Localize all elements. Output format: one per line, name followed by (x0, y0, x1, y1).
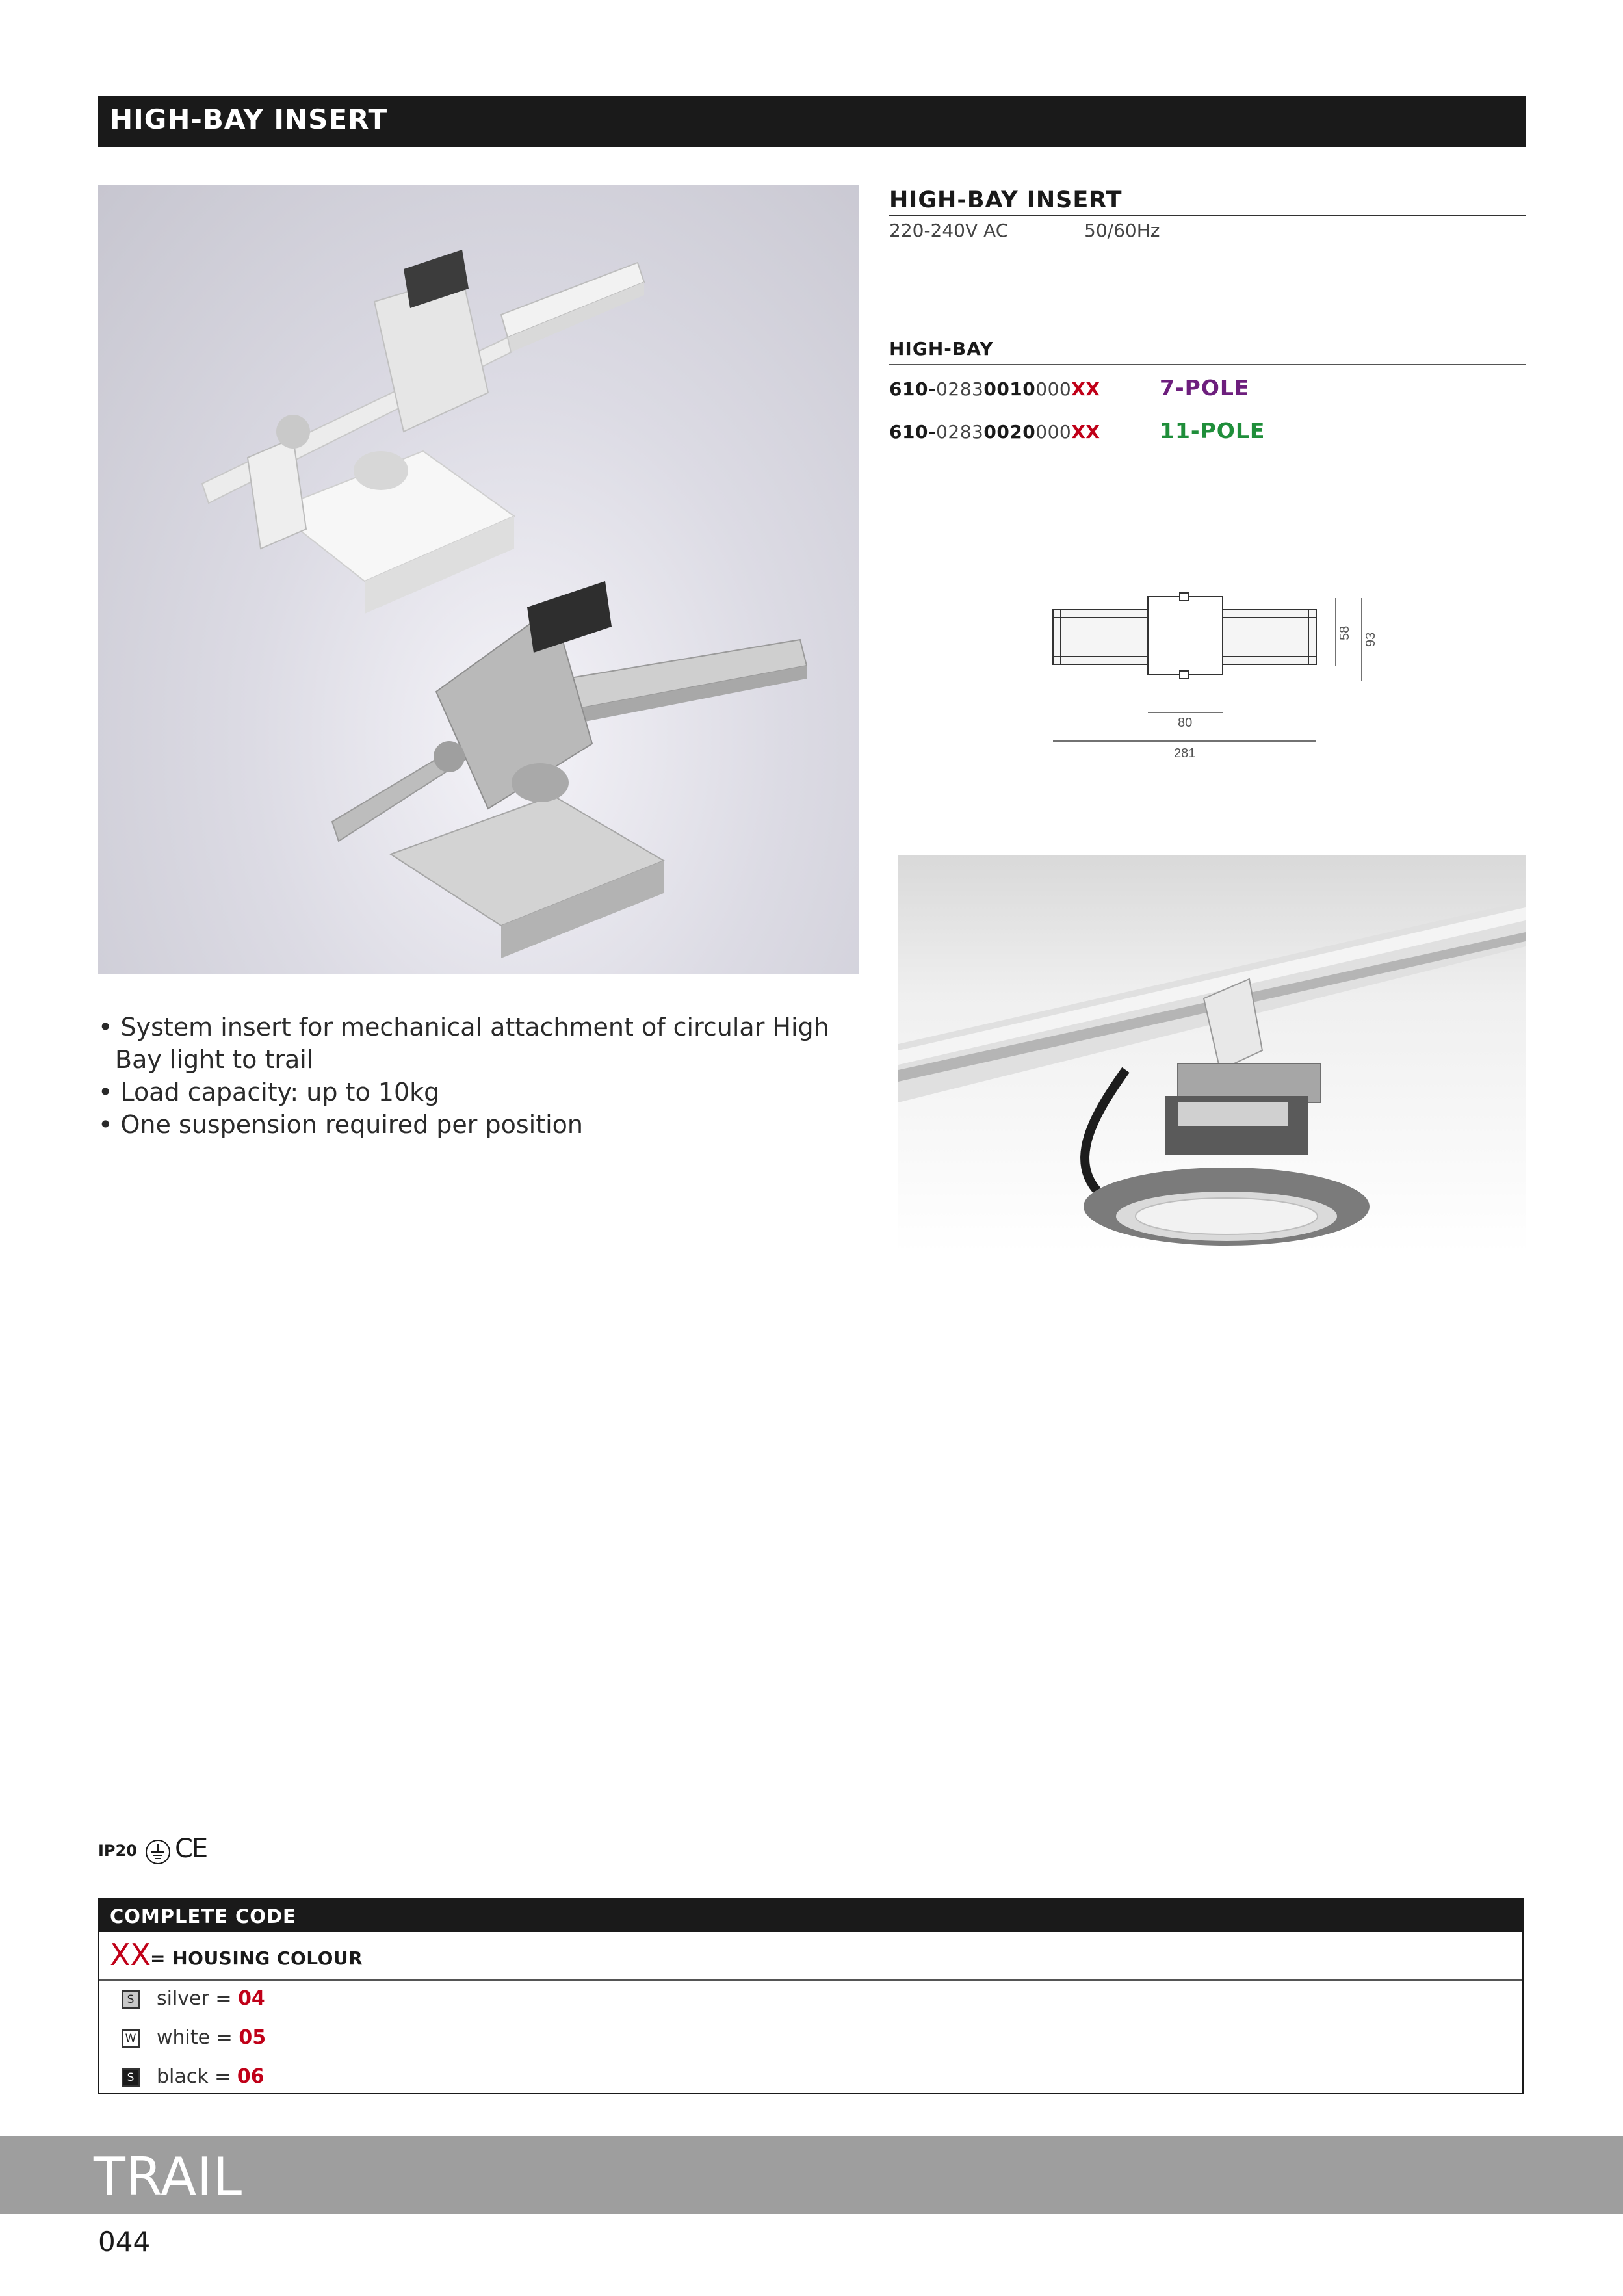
feature-item: • System insert for mechanical attachment of circular High Bay light to trail (98, 1013, 829, 1074)
feature-item: • One suspension required per position (98, 1110, 583, 1139)
colour-code: 06 (237, 2065, 265, 2088)
drawing-profile (1053, 593, 1316, 679)
silver-swatch-icon: S (122, 1990, 140, 2009)
spec-frequency: 50/60Hz (1084, 220, 1160, 241)
spec-title: HIGH-BAY INSERT (889, 187, 1123, 213)
code-tail: 000 (1035, 378, 1072, 400)
code-mid: 0283 (936, 421, 984, 443)
colour-row-white (122, 2026, 266, 2049)
variant-section-label: HIGH-BAY (889, 338, 994, 359)
grey-insert-graphic (332, 581, 807, 958)
code-bold: 0010 (983, 378, 1036, 400)
code-suffix: XX (1071, 421, 1100, 443)
complete-code-table (98, 1898, 1524, 2094)
article-code-7pole (889, 378, 1100, 400)
pole-label-7: 7-POLE (1160, 375, 1250, 400)
product-photo-inserts (98, 185, 859, 974)
complete-code-title: COMPLETE CODE (110, 1905, 296, 1927)
feature-list (98, 1011, 865, 1141)
white-swatch-icon: W (122, 2029, 140, 2048)
article-code-11pole (889, 421, 1100, 443)
placeholder-xx: XX (110, 1937, 151, 1972)
code-bold: 0020 (983, 421, 1036, 443)
protective-earth-icon (144, 1838, 172, 1866)
dim-width-outer: 281 (1174, 746, 1196, 761)
complete-code-header (99, 1899, 1522, 1932)
product-photo-highbay (898, 855, 1526, 1253)
code-mid: 0283 (936, 378, 984, 400)
ce-mark-icon: CE (175, 1834, 207, 1864)
colour-name: black = (157, 2065, 237, 2088)
technical-drawing (1040, 585, 1404, 767)
dim-width-inner: 80 (1178, 716, 1193, 730)
section-header-bar (98, 96, 1526, 147)
insert-illustration (98, 185, 859, 974)
dim-height-outer: 93 (1364, 632, 1378, 647)
code-suffix: XX (1071, 378, 1100, 400)
code-table-divider (99, 1979, 1522, 1981)
footer-bar (0, 2136, 1623, 2214)
code-prefix: 610- (889, 421, 937, 443)
code-prefix: 610- (889, 378, 937, 400)
section-title: HIGH-BAY INSERT (110, 103, 388, 135)
pole-label-11: 11-POLE (1160, 418, 1266, 443)
variant-divider (889, 364, 1526, 365)
colour-name: white = (157, 2026, 239, 2049)
colour-name: silver = (157, 1987, 239, 2010)
code-tail: 000 (1035, 421, 1072, 443)
spec-voltage: 220-240V AC (889, 220, 1009, 241)
page-number: 044 (98, 2226, 151, 2258)
feature-item: • Load capacity: up to 10kg (98, 1078, 440, 1106)
housing-colour-label: = HOUSING COLOUR (150, 1948, 363, 1969)
ip-rating: IP20 (98, 1842, 137, 1860)
spec-divider (889, 215, 1526, 216)
highbay-illustration (898, 855, 1526, 1253)
footer-series-title: TRAIL (94, 2146, 243, 2207)
colour-row-black (122, 2065, 265, 2088)
colour-code: 05 (239, 2026, 266, 2049)
black-swatch-icon: S (122, 2068, 140, 2087)
colour-row-silver (122, 1987, 265, 2010)
colour-code: 04 (238, 1987, 265, 2010)
dim-height-inner: 58 (1338, 625, 1352, 640)
white-insert-graphic (202, 250, 644, 614)
